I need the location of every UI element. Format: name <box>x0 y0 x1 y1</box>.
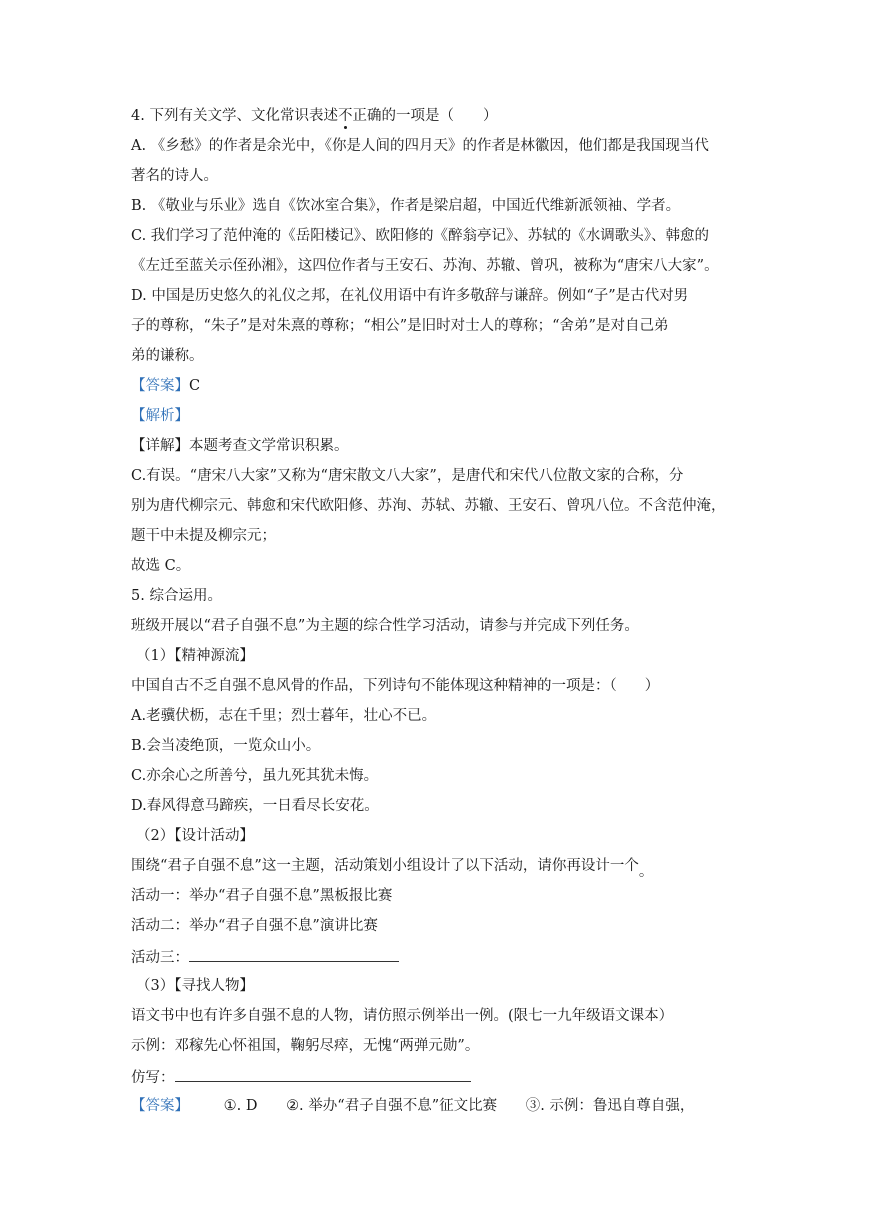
q4-option-c-line1: C. 我们学习了范仲淹的《岳阳楼记》、欧阳修的《醉翁亭记》、苏轼的《水调歌头》、韩愈的 <box>131 228 710 244</box>
task1-option-c: C.亦余心之所善兮，虽九死其犹未悔。 <box>131 768 379 784</box>
activity-1: 活动一：举办“君子自强不息”黑板报比赛 <box>131 888 393 904</box>
task3-question: 语文书中也有许多自强不息的人物，请仿照示例举出一例。(限七一九年级语文课本） <box>131 1008 674 1024</box>
task1-question: 中国自古不乏自强不息风骨的作品，下列诗句不能体现这种精神的一项是：（ ） <box>131 678 660 694</box>
explanation-line4: 故选 C。 <box>131 558 191 574</box>
q4-option-a-line1: A. 《乡愁》的作者是余光中，《你是人间的四月天》的作者是林徽因，他们都是我国现当代 <box>131 138 709 154</box>
answer-3: ③. 示例：鲁迅自尊自强， <box>525 1098 695 1114</box>
q4-option-a-line2: 著名的诗人。 <box>131 168 218 184</box>
task1-option-a: A.老骥伏枥，志在千里；烈士暮年，壮心不已。 <box>131 708 437 724</box>
answer-2: ②. 举办“君子自强不息”征文比赛 <box>286 1098 498 1114</box>
task2-question: 围绕“君子自强不息”这一主题，活动策划小组设计了以下活动，请你再设计一个。 <box>131 858 654 880</box>
task1-option-b: B.会当凌绝顶，一览众山小。 <box>131 738 321 754</box>
imitate-blank[interactable] <box>175 1066 471 1082</box>
q5-intro: 班级开展以“君子自强不息”为主题的综合性学习活动，请参与并完成下列任务。 <box>131 618 639 634</box>
q4-option-d-line3: 弟的谦称。 <box>131 348 204 364</box>
q4-option-d-line2: 子的尊称，“朱子”是对朱熹的尊称；“相公”是旧时对士人的尊称；“舍弟”是对自己弟 <box>131 318 669 334</box>
explanation-line3: 题干中未提及柳宗元； <box>131 528 276 544</box>
task1-option-d: D.春风得意马蹄疾，一日看尽长安花。 <box>131 798 379 814</box>
q5-answer <box>131 1096 694 1116</box>
q5-title: 5. 综合运用。 <box>131 588 222 604</box>
emphasis-dot: 不 <box>337 108 353 124</box>
q4-option-d-line1: D. 中国是历史悠久的礼仪之邦，在礼仪用语中有许多敬辞与谦辞。例如“子”是古代对男 <box>131 288 689 304</box>
task3-example: 示例：邓稼先心怀祖国，鞠躬尽瘁，无愧“两弹元勋”。 <box>131 1038 480 1054</box>
activity-3-blank[interactable] <box>189 946 399 962</box>
explanation-line1: C.有误。“唐宋八大家”又称为“唐宋散文八大家”，是唐代和宋代八位散文家的合称，分 <box>131 468 684 484</box>
q4-answer <box>131 376 200 396</box>
q4-stem: 4. 下列有关文学、文化常识表述不正确的一项是（ ） <box>131 108 498 124</box>
explanation-line2: 别为唐代柳宗元、韩愈和宋代欧阳修、苏洵、苏轼、苏辙、王安石、曾巩八位。不含范仲淹， <box>131 498 726 514</box>
answer-label: 【答案】 <box>131 1098 189 1114</box>
activity-3: 活动三： <box>131 946 399 968</box>
answer-1: ①. D <box>223 1098 258 1114</box>
q4-option-b: B. 《敬业与乐业》选自《饮冰室合集》，作者是梁启超，中国近代维新派领袖、学者。 <box>131 198 681 214</box>
imitate-line: 仿写： <box>131 1066 471 1088</box>
detail-line: 【详解】本题考查文学常识积累。 <box>131 438 349 454</box>
task2-heading: （2）【设计活动】 <box>136 828 254 844</box>
answer-value: C <box>189 378 201 394</box>
task1-heading: （1）【精神源流】 <box>136 648 254 664</box>
answer-label: 【答案】 <box>131 378 189 394</box>
task3-heading: （3）【寻找人物】 <box>136 978 254 994</box>
q4-option-c-line2: 《左迁至蓝关示侄孙湘》，这四位作者与王安石、苏洵、苏辙、曾巩，被称为“唐宋八大家”。 <box>131 258 719 274</box>
analysis-label: 【解析】 <box>131 408 189 424</box>
activity-2: 活动二：举办“君子自强不息”演讲比赛 <box>131 918 378 934</box>
